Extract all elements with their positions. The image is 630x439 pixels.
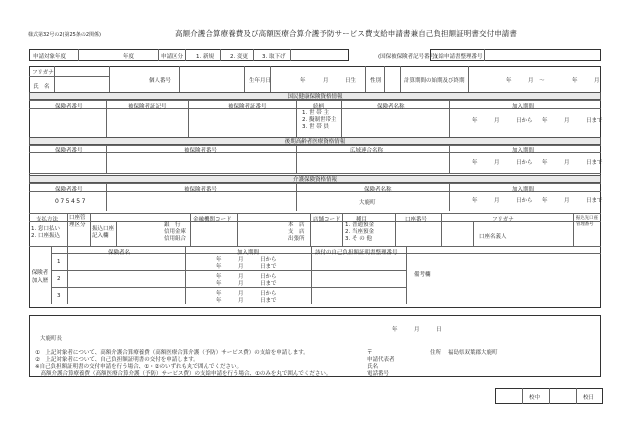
category-option-change[interactable]: 2. 変更: [230, 54, 248, 60]
branch-kind-office[interactable]: 出張所: [288, 235, 305, 242]
kokuho-h-period: 加入期間: [512, 104, 535, 110]
kaigo-h-insured-no: 被保険者番号: [184, 187, 218, 193]
method-window[interactable]: 1. 窓口払い: [31, 226, 60, 232]
branch-code-label: 店舗コード: [313, 217, 341, 223]
bank-kind-bank[interactable]: 銀 行: [164, 222, 181, 228]
kaigo-insurer-name: 大鹿町: [359, 200, 376, 206]
holder-label: 口座名義人: [479, 234, 507, 240]
history-h-cert-no: 該付の自己負担額証明書整理番号: [315, 250, 398, 256]
history-1-from: 年 月 日から: [216, 257, 277, 263]
relation-quasi-head[interactable]: 2. 擬制世帯主: [302, 116, 337, 123]
relation-head[interactable]: 1. 世 帯 主: [302, 110, 329, 116]
relation-member[interactable]: 3. 世 帯 員: [302, 123, 329, 130]
account-types[interactable]: [345, 222, 374, 243]
bank-type-label: 口座管理区分: [69, 215, 86, 229]
koki-period-from: 年 月 日から: [472, 160, 533, 166]
history-h-insurer: 保険者名: [108, 250, 131, 256]
bank-kind-shinkin[interactable]: 信用金庫: [164, 228, 187, 235]
representative-label: 申請代表者: [367, 357, 395, 363]
branch-kind-main[interactable]: 本 店: [288, 222, 305, 228]
postal-mark: 〒: [367, 350, 373, 356]
method-transfer[interactable]: 2. 口座振込: [31, 232, 60, 239]
dob-label: 生年月日: [249, 78, 272, 84]
account-type-ordinary[interactable]: 1. 普通預金: [345, 222, 374, 228]
kokuho-relation-options[interactable]: [302, 110, 337, 131]
statement-3: ※自己負担額証明書の交付申請を行う場合、①・②のいずれも丸で囲んでください。: [35, 364, 242, 370]
kokuho-h-card-symbol: 被保険者証記号: [128, 104, 167, 110]
grouping-no-label: 支給申請書整理番号: [433, 54, 483, 60]
kaigo-insurer-no: 075457: [55, 198, 87, 205]
statement-1: ① 上記対象者について、高額介護合算療養費（高額医療合算介護（予防）サービス費）の支給を申請します。: [35, 350, 309, 356]
period-value: 年 月 ～ 年 月: [506, 78, 600, 84]
kokuho-period-from: 年 月 日から: [472, 118, 533, 124]
history-2-to: 年 月 日まで: [216, 281, 277, 287]
category-label: 申請区分: [161, 54, 184, 60]
koki-strip: [29, 137, 601, 145]
target-year-unit: 年度: [123, 54, 135, 60]
category-option-new[interactable]: 1. 新規: [196, 54, 214, 60]
category-option-withdraw[interactable]: 3. 取下げ: [262, 54, 286, 60]
method-options[interactable]: [31, 226, 60, 240]
top-row: [29, 49, 349, 61]
form-title: 高額介護合算療養費及び高額医療合算介護予防サービス費支給申請書兼自己負担額証明書交付申請書: [175, 29, 517, 38]
kaigo-section-label: 介護保険資格情報: [292, 177, 337, 183]
bank-kinds[interactable]: [164, 222, 186, 243]
kaigo-strip: [29, 175, 601, 183]
period-label: 計算期間の始期及び終期: [404, 78, 465, 84]
insurer-no-label: (国保被保険者記号番号): [378, 54, 438, 60]
history-row-1: 1: [57, 259, 61, 265]
kokuho-period-to: 年 月 日まで: [542, 118, 603, 124]
history-3-from: 年 月 日から: [216, 291, 277, 297]
koki-h-union-name: 広域連合名称: [350, 148, 384, 154]
statement-2: ② 上記対象者について、自己負担額証明書の交付を申請します。: [35, 357, 199, 363]
personal-no-label: 個人番号: [149, 78, 172, 84]
kaigo-period-to: 年 月 日まで: [542, 198, 603, 204]
history-h-notes: 備考欄: [414, 272, 431, 278]
applicant-name-label: 氏名: [367, 364, 379, 370]
kokuho-h-insurer-name: 保険者名称: [377, 104, 405, 110]
method-label: 支払方法: [36, 217, 59, 223]
declaration-addressee: 大鹿町長: [40, 336, 63, 342]
gender-label: 性別: [370, 78, 382, 84]
koki-period-to: 年 月 日まで: [542, 160, 603, 166]
transfer-mgmt-label: 振込先口座管理番号: [576, 216, 598, 227]
account-type-current[interactable]: 2. 当座預金: [345, 228, 374, 235]
koki-section-label: 後期高齢者医療資格情報: [284, 139, 346, 145]
account-type-label: 種目: [356, 217, 368, 223]
target-year-label: 申請対象年度: [33, 54, 67, 60]
history-row-2: 2: [57, 276, 61, 282]
koki-h-period: 加入期間: [512, 148, 535, 154]
kokuho-strip: [29, 92, 601, 100]
bank-kind-kumiai[interactable]: 信用組合: [164, 235, 187, 242]
kaigo-h-insurer-name: 保険者名称: [364, 187, 392, 193]
name-label: 氏 名: [33, 84, 50, 90]
koki-h-insurer-no: 保険者番号: [55, 148, 83, 154]
koki-h-insured-no: 被保険者番号: [184, 148, 218, 154]
kokuho-h-relation: 続柄: [313, 104, 325, 110]
branch-kind-branch[interactable]: 支 店: [288, 228, 305, 235]
branch-kinds[interactable]: [288, 222, 305, 243]
check-mid: 校中: [529, 395, 541, 401]
kaigo-period-from: 年 月 日から: [472, 198, 533, 204]
dob-year: 年: [300, 78, 306, 84]
history-side-label: 保険者加入歴: [31, 270, 49, 284]
phone-label: 電話番号: [367, 371, 390, 377]
kaigo-h-period: 加入期間: [512, 187, 535, 193]
kokuho-section-label: 国民健康保険資格情報: [287, 94, 343, 100]
holder-furigana-label: フリガナ: [492, 217, 514, 223]
address-value: 福島県双葉郡大鹿町: [448, 350, 498, 356]
kokuho-h-insurer-no: 保険者番号: [55, 104, 83, 110]
history-2-from: 年 月 日から: [216, 274, 277, 280]
history-h-period: 加入期間: [237, 250, 260, 256]
dob-day: 日生: [345, 78, 357, 84]
kaigo-h-insurer-no: 保険者番号: [55, 187, 83, 193]
kokuho-h-card-no: 被保険者証番号: [228, 104, 267, 110]
check-end: 校日: [583, 395, 595, 401]
form-number: 様式第32号の2(第25条の2関係): [28, 32, 101, 38]
bank-code-label: 金融機関コード: [193, 217, 232, 223]
account-no-label: 口座番号: [405, 217, 428, 223]
address-label: 住所: [430, 350, 442, 356]
history-row-3: 3: [57, 293, 61, 299]
history-3-to: 年 月 日まで: [216, 298, 277, 304]
dob-month: 月: [323, 78, 329, 84]
history-1-to: 年 月 日まで: [216, 264, 277, 270]
transfer-label: 振込口座記入欄: [92, 226, 115, 240]
declaration-date: 年 月 日: [392, 327, 442, 333]
furigana-label: フリガナ: [32, 70, 54, 76]
statement-4: 高額介護合算療養費（高額医療合算介護（予防）サービス費）の支給申請を行う場合、①のみを丸で囲んでください。: [35, 371, 332, 377]
account-type-other[interactable]: 3. そ の 他: [345, 235, 372, 242]
